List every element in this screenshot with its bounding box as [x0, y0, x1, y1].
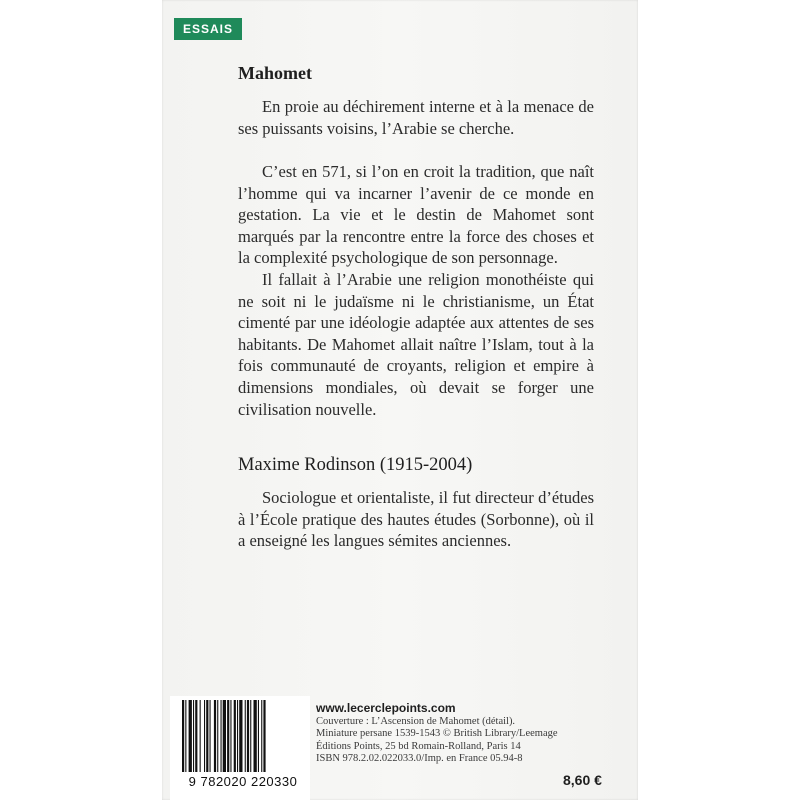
barcode-bar — [245, 700, 246, 772]
barcode-bar — [258, 700, 259, 772]
barcode-bar — [250, 700, 251, 772]
author-heading: Maxime Rodinson (1915-2004) — [238, 455, 473, 475]
barcode-bar — [204, 700, 205, 772]
isbn-barcode — [170, 696, 310, 800]
barcode-icon — [180, 700, 300, 774]
barcode-bar — [223, 700, 226, 772]
description-paragraph-2: C’est en 571, si l’on en croit la tradition, que naît l’homme qui va incarner l’avenir de ce monde en gestation. La vie et le destin de Mahomet sont marqués par la rencontre entre la force des choses et la complexité psychologique de son personnage. — [238, 162, 594, 268]
barcode-bar — [214, 700, 216, 772]
collection-badge: ESSAIS — [174, 18, 242, 40]
barcode-bar — [185, 700, 186, 772]
barcode-bar — [210, 700, 211, 772]
barcode-bar — [237, 700, 238, 772]
barcode-bar — [182, 700, 184, 772]
credit-line-cover: Couverture : L’Ascension de Mahomet (détail). — [316, 716, 516, 727]
price-label: 8,60 € — [563, 772, 602, 788]
barcode-bar — [247, 700, 249, 772]
author-bio: Sociologue et orientaliste, il fut directeur d’études à l’École pratique des hautes études (Sorbonne), où il a enseigné les langues sémites anciennes. — [238, 488, 594, 551]
barcode-bar — [254, 700, 257, 772]
barcode-bar — [200, 700, 201, 772]
barcode-bar — [189, 700, 192, 772]
barcode-bar — [193, 700, 194, 772]
barcode-bar — [217, 700, 218, 772]
barcode-digits: 9 782020 220330 — [188, 774, 298, 789]
credit-line-publisher: Éditions Points, 25 bd Romain-Rolland, Paris 14 — [316, 740, 521, 752]
description-paragraph-1: En proie au déchirement interne et à la menace de ses puissants voisins, l’Arabie se cherche. — [238, 97, 594, 138]
barcode-bar — [234, 700, 236, 772]
credits-block — [316, 716, 558, 766]
barcode-bar — [239, 700, 242, 772]
credit-line-isbn: ISBN 978.2.02.022033.0/Imp. en France 05.94-8 — [316, 753, 523, 765]
barcode-bar — [221, 700, 222, 772]
credit-line-miniature: Miniature persane 1539-1543 © British Library/Leemage — [316, 728, 558, 740]
barcode-bar — [195, 700, 197, 772]
barcode-bar — [230, 700, 231, 772]
description-paragraph-3: Il fallait à l’Arabie une religion monothéiste qui ne soit ni le judaïsme ni le christianisme, un État cimenté par une idéologie adaptée aux attentes de ses habitants. De Mahomet allait naître l’Islam, tout à la fois communauté de croyants, religion et empire à dimensions mondiales, où devait se forger une civilisation nouvelle. — [238, 270, 594, 419]
barcode-bar — [263, 700, 265, 772]
barcode-bar — [261, 700, 262, 772]
barcode-bar — [227, 700, 229, 772]
publisher-website: www.lecerclepoints.com — [316, 701, 456, 715]
book-title: Mahomet — [238, 63, 312, 83]
barcode-bar — [206, 700, 208, 772]
